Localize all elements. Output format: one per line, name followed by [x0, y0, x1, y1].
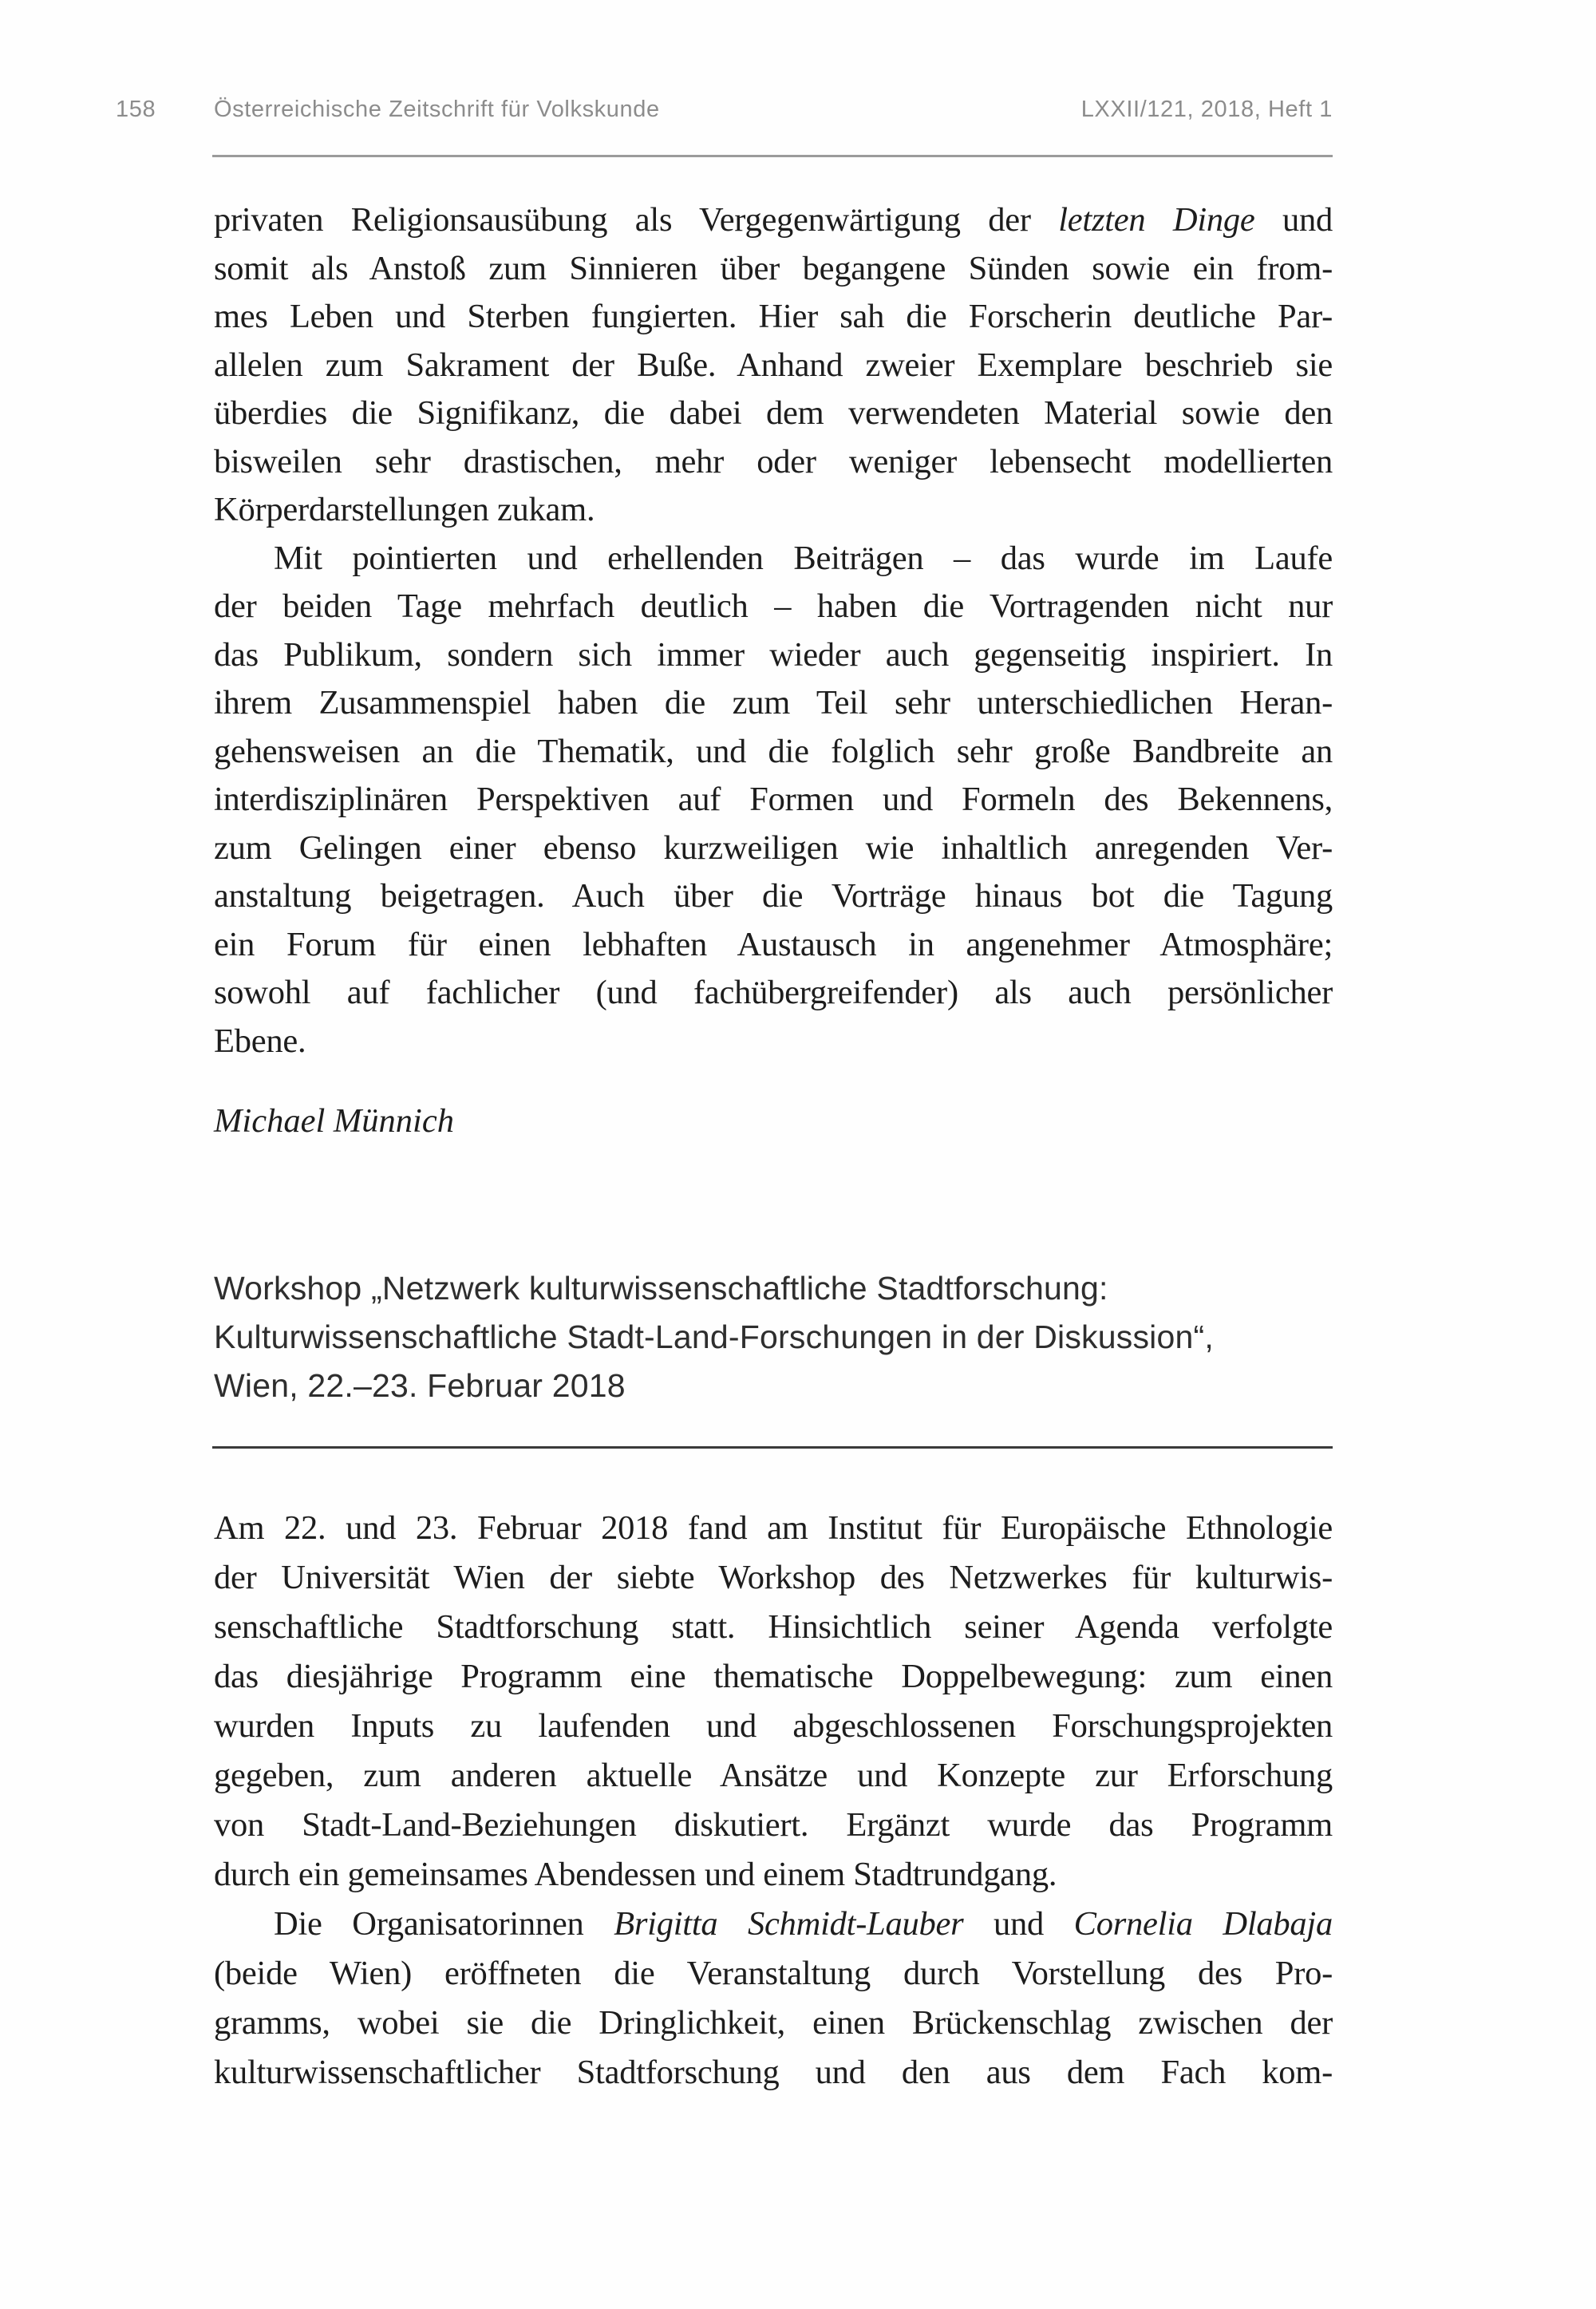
text-line: Wien, 22.–23. Februar 2018 [214, 1367, 626, 1404]
text-line: Mit pointierten und erhellenden Beiträgen – das wurde im Laufe [274, 539, 1333, 577]
text-line: mes Leben und Sterben fungierten. Hier sah die Forscherin deutliche Par- [214, 298, 1333, 335]
text-line: interdisziplinären Perspektiven auf Formen und Formeln des Bekennens, [214, 781, 1333, 818]
text-line: der beiden Tage mehrfach deutlich – haben die Vortragenden nicht nur [214, 587, 1333, 625]
text-line: ein Forum für einen lebhaften Austausch in angenehmer Atmosphäre; [214, 925, 1333, 963]
paragraph [214, 535, 1333, 1066]
text-line: der Universität Wien der siebte Workshop des Netzwerkes für kulturwis- [214, 1559, 1333, 1596]
text-line: senschaftliche Stadtforschung statt. Hinsichtlich seiner Agenda verfolgte [214, 1608, 1333, 1646]
text-line: zum Gelingen einer ebenso kurzweiligen wie inhaltlich anregenden Ver- [214, 828, 1333, 867]
paragraph [214, 1900, 1333, 2097]
page-number: 158 [116, 97, 156, 122]
text-line: das diesjährige Programm eine thematische Doppelbewegung: zum einen [214, 1658, 1333, 1695]
text-line: kulturwissenschaftlicher Stadtforschung und den aus dem Fach kom- [214, 2054, 1333, 2091]
text-line: (beide Wien) eröffneten die Veranstaltung durch Vorstellung des Pro- [214, 1955, 1333, 1992]
text-line: Am 22. und 23. Februar 2018 fand am Institut für Europäische Ethnologie [214, 1509, 1333, 1547]
text-line: bisweilen sehr drastischen, mehr oder weniger lebensecht modellierten [214, 442, 1333, 480]
workshop-report-text [214, 1504, 1333, 2097]
running-head [0, 97, 1596, 128]
paragraph-continuation [214, 196, 1333, 535]
text-line: wurden Inputs zu laufenden und abgeschlossenen Forschungsprojekten [214, 1707, 1333, 1745]
header-rule [212, 155, 1333, 157]
text-line: von Stadt-Land-Beziehungen diskutiert. Ergänzt wurde das Programm [214, 1806, 1333, 1844]
text-line: somit als Anstoß zum Sinnieren über begangene Sünden sowie ein from- [214, 249, 1333, 287]
text-line: durch ein gemeinsames Abendessen und einem Stadtrundgang. [214, 1856, 1057, 1893]
text-line: Kulturwissenschaftliche Stadt-Land-Forschungen in der Diskussion“, [214, 1319, 1214, 1355]
section-rule [212, 1446, 1333, 1449]
text-line: allelen zum Sakrament der Buße. Anhand zweier Exemplare beschrieb sie [214, 346, 1333, 384]
text-line: Die Organisatorinnen Brigitta Schmidt-Lauber und Cornelia Dlabaja [274, 1905, 1333, 1943]
text-line: Ebene. [214, 1022, 306, 1060]
text-line: das Publikum, sondern sich immer wieder auch gegenseitig inspiriert. In [214, 635, 1333, 674]
text-line: privaten Religionsausübung als Vergegenwärtigung der letzten Dinge und [214, 201, 1333, 239]
text-line: Körperdarstellungen zukam. [214, 491, 595, 528]
workshop-heading [214, 1264, 1379, 1410]
text-line: sowohl auf fachlicher (und fachübergreifender) als auch persönlicher [214, 974, 1333, 1011]
text-line: anstaltung beigetragen. Auch über die Vorträge hinaus bot die Tagung [214, 877, 1333, 915]
journal-title: Österreichische Zeitschrift für Volkskunde [214, 97, 660, 122]
paragraph [214, 1504, 1333, 1900]
author-byline: Michael Münnich [214, 1102, 454, 1140]
text-line: ihrem Zusammenspiel haben die zum Teil sehr unterschiedlichen Heran- [214, 684, 1333, 722]
issue-info: LXXII/121, 2018, Heft 1 [1080, 97, 1333, 122]
text-line: gramms, wobei sie die Dringlichkeit, einen Brückenschlag zwischen der [214, 2004, 1333, 2042]
text-line: gehensweisen an die Thematik, und die folglich sehr große Bandbreite an [214, 732, 1333, 770]
conference-report-text [214, 196, 1333, 1066]
text-line: überdies die Signifikanz, die dabei dem verwendeten Material sowie den [214, 394, 1333, 432]
text-line: gegeben, zum anderen aktuelle Ansätze und Konzepte zur Erforschung [214, 1757, 1333, 1794]
text-line: Workshop „Netzwerk kulturwissenschaftliche Stadtforschung: [214, 1270, 1108, 1307]
